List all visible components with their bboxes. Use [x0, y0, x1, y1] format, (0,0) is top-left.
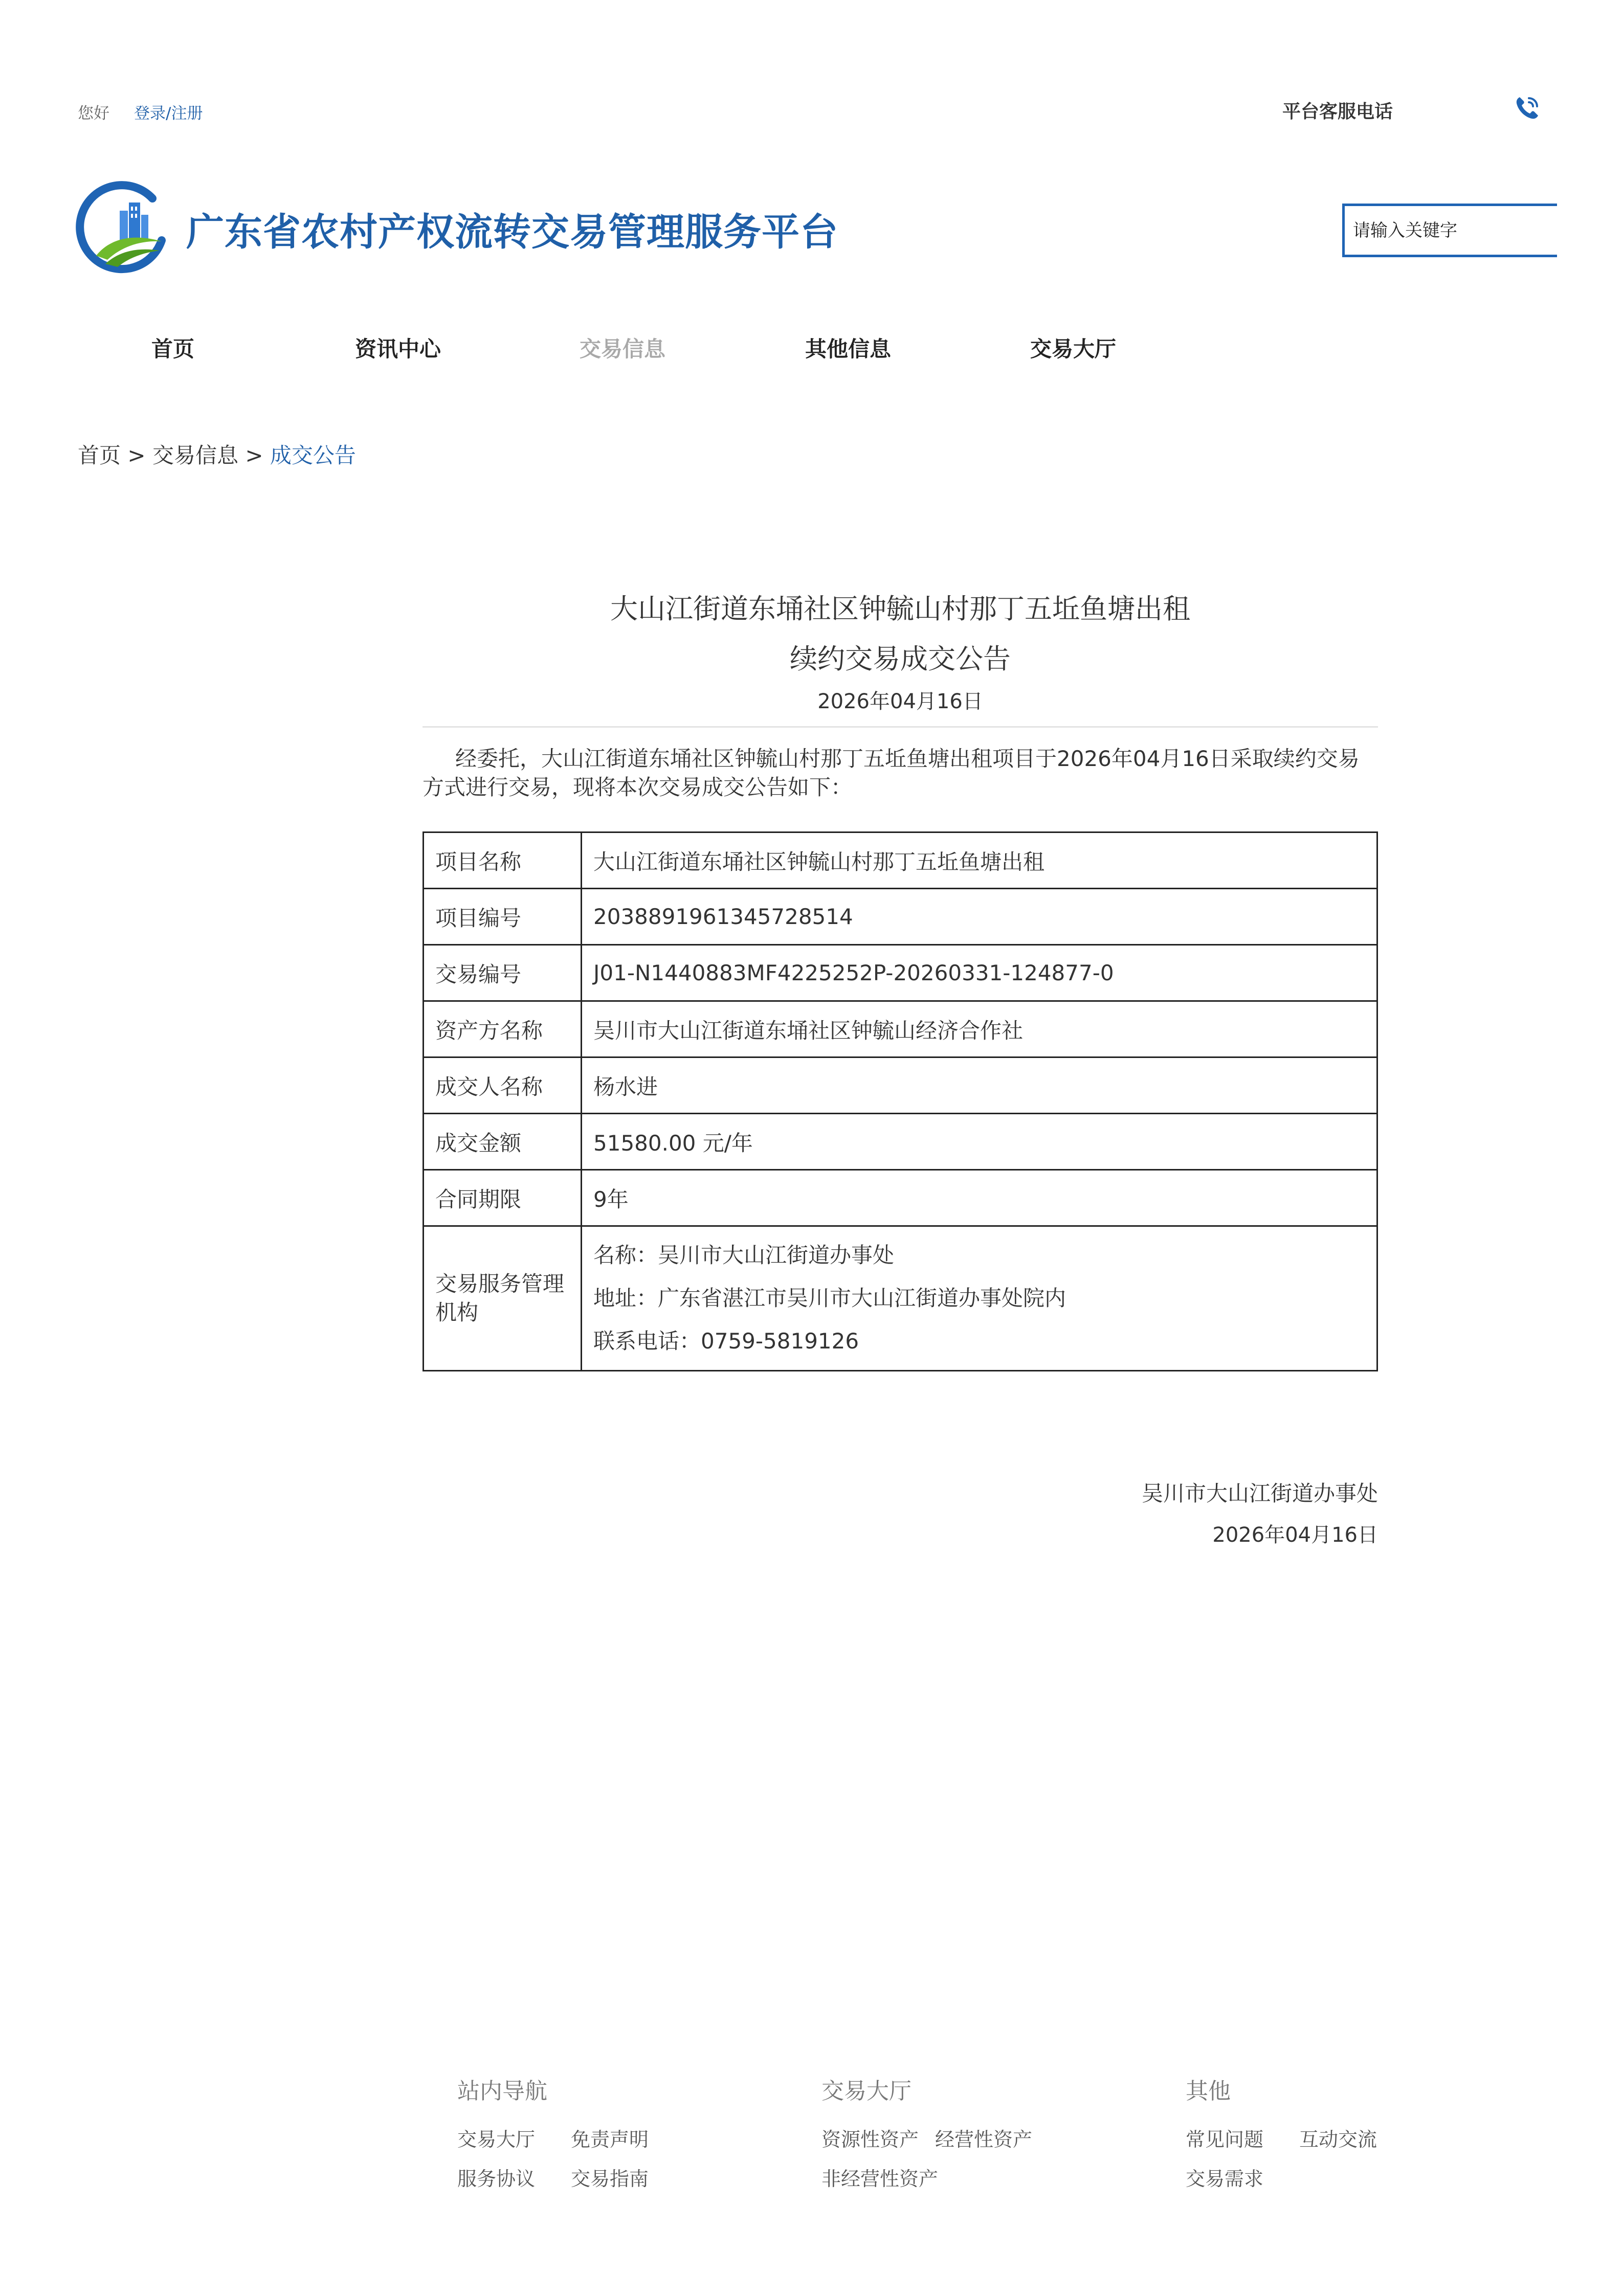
- table-row: [424, 832, 1377, 889]
- row-value: 吴川市大山江街道东埇社区钟毓山经济合作社: [582, 1001, 1377, 1057]
- footer-link-non-operating-assets[interactable]: 非经营性资产: [821, 2168, 939, 2190]
- row-value: 2038891961345728514: [582, 889, 1377, 945]
- footer-link-service-agreement[interactable]: 服务协议: [457, 2168, 536, 2190]
- platform-logo-icon: [76, 179, 174, 277]
- breadcrumb-current: 成交公告: [270, 443, 356, 468]
- footer-link-operating-assets[interactable]: 经营性资产: [935, 2128, 1033, 2151]
- row-value: 9年: [582, 1170, 1377, 1226]
- row-value: 51580.00 元/年: [582, 1114, 1377, 1170]
- footer-link-faq[interactable]: 常见问题: [1186, 2128, 1264, 2151]
- row-label: 项目名称: [424, 832, 582, 889]
- footer-heading-site-nav: 站内导航: [457, 2078, 547, 2104]
- row-label: 交易编号: [424, 945, 582, 1001]
- footer-link-disclaimer[interactable]: 免责声明: [571, 2128, 649, 2151]
- row-value: 杨水进: [582, 1057, 1377, 1114]
- login-register-link[interactable]: 登录/注册: [134, 104, 203, 123]
- signature-date: 2026年04月16日: [1212, 1523, 1378, 1547]
- row-label: 成交人名称: [424, 1057, 582, 1114]
- table-row: [424, 945, 1377, 1001]
- hotline-label: 平台客服电话: [1282, 101, 1393, 122]
- site-title: 广东省农村产权流转交易管理服务平台: [186, 210, 838, 254]
- row-label: 合同期限: [424, 1170, 582, 1226]
- nav-home[interactable]: 首页: [151, 336, 195, 362]
- table-row: [424, 1057, 1377, 1114]
- footer-heading-other: 其他: [1186, 2078, 1231, 2104]
- org-address: 地址：广东省湛江市吴川市大山江街道办事处院内: [593, 1286, 1066, 1311]
- table-row-org: [424, 1226, 1377, 1371]
- footer-link-trading-hall[interactable]: 交易大厅: [457, 2128, 536, 2151]
- deal-info-table: [423, 831, 1378, 1371]
- signature-org: 吴川市大山江街道办事处: [1141, 1481, 1378, 1506]
- row-value: J01-N1440883MF4225252P-20260331-124877-0: [582, 945, 1377, 1001]
- row-label: 成交金额: [424, 1114, 582, 1170]
- org-details: [582, 1226, 1377, 1371]
- row-value: 大山江街道东埇社区钟毓山村那丁五坵鱼塘出租: [582, 832, 1377, 889]
- footer-link-trade-guide[interactable]: 交易指南: [571, 2168, 649, 2190]
- footer-heading-trading-hall: 交易大厅: [821, 2078, 911, 2104]
- article-intro: 经委托，大山江街道东埇社区钟毓山村那丁五坵鱼塘出租项目于2026年04月16日采取续约交易方式进行交易，现将本次交易成交公告如下：: [423, 746, 1360, 800]
- greeting-text: 您好: [78, 104, 109, 123]
- table-row: [424, 1170, 1377, 1226]
- row-label: 资产方名称: [424, 1001, 582, 1057]
- footer-link-resource-assets[interactable]: 资源性资产: [821, 2128, 919, 2151]
- footer-link-trade-demand[interactable]: 交易需求: [1186, 2168, 1264, 2190]
- phone-icon: [1513, 93, 1542, 123]
- breadcrumb: [78, 439, 356, 469]
- nav-trading-hall[interactable]: 交易大厅: [1030, 336, 1117, 362]
- nav-other-info[interactable]: 其他信息: [805, 336, 892, 362]
- table-row: [424, 1001, 1377, 1057]
- org-phone: 联系电话：0759-5819126: [593, 1329, 859, 1354]
- nav-trade-info[interactable]: 交易信息: [580, 336, 666, 362]
- org-label: 交易服务管理机构: [424, 1226, 582, 1371]
- article-date: 2026年04月16日: [817, 690, 983, 713]
- nav-news-center[interactable]: 资讯中心: [355, 336, 441, 362]
- search-input[interactable]: [1352, 220, 1557, 241]
- table-row: [424, 889, 1377, 945]
- search-box: [1342, 204, 1557, 257]
- breadcrumb-separator: >: [245, 443, 263, 468]
- org-name: 名称：吴川市大山江街道办事处: [593, 1243, 895, 1268]
- article-title-line1: 大山江街道东埇社区钟毓山村那丁五坵鱼塘出租: [610, 593, 1190, 625]
- breadcrumb-home[interactable]: 首页: [78, 443, 121, 468]
- footer-link-interaction[interactable]: 互动交流: [1299, 2128, 1377, 2151]
- article-title-line2: 续约交易成交公告: [790, 643, 1011, 675]
- breadcrumb-trade-info[interactable]: 交易信息: [152, 443, 238, 468]
- breadcrumb-separator: >: [127, 443, 146, 468]
- row-label: 项目编号: [424, 889, 582, 945]
- table-row: [424, 1114, 1377, 1170]
- title-divider: [423, 726, 1378, 728]
